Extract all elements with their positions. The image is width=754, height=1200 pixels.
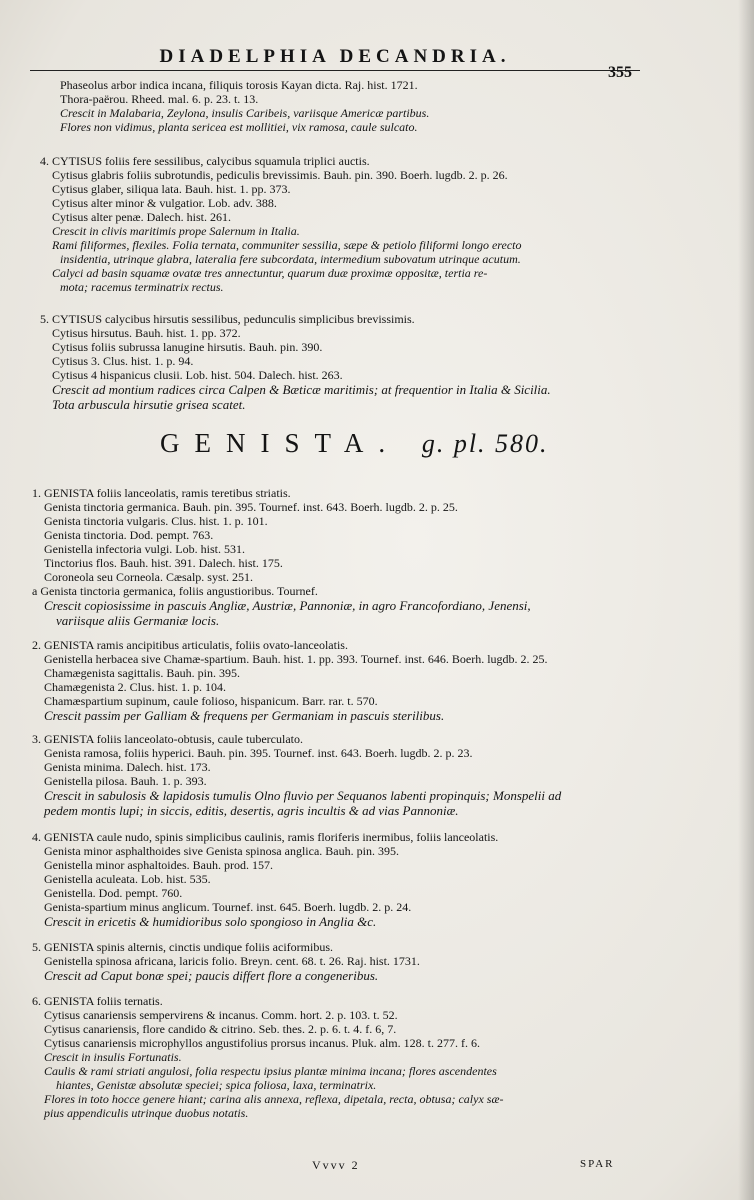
text-line: a Genista tinctoria germanica, foliis angustioribus. Tournef. — [32, 584, 318, 598]
genus-name: GENISTA. — [160, 428, 401, 458]
text-line: Tinctorius flos. Bauh. hist. 391. Dalech. hist. 175. — [44, 556, 283, 570]
text-line: Phaseolus arbor indica incana, filiquis torosis Kayan dicta. Raj. hist. 1721. — [60, 78, 418, 92]
text-line: Crescit in clivis maritimis prope Salernum in Italia. — [52, 224, 300, 238]
text-line: Genista tinctoria. Dod. pempt. 763. — [44, 528, 214, 542]
text-line: 3. GENISTA foliis lanceolato-obtusis, caule tuberculato. — [32, 732, 303, 746]
text-line: Crescit ad montium radices circa Calpen & Bæticæ maritimis; at frequentior in Italia & Sicilia. — [52, 382, 551, 397]
text-line: Crescit in sabulosis & lapidosis tumulis Olno fluvio per Sequanos labenti propinquis; Monspelii ad — [44, 788, 562, 803]
text-line: Chamægenista 2. Clus. hist. 1. p. 104. — [44, 680, 227, 694]
catchword: SPAR — [580, 1158, 615, 1170]
text-line: 5. GENISTA spinis alternis, cinctis undique foliis aciformibus. — [32, 940, 334, 954]
text-line: Cytisus glaber, siliqua lata. Bauh. hist. 1. pp. 373. — [52, 182, 291, 196]
text-line: variisque aliis Germaniæ locis. — [56, 613, 220, 628]
text-line: Cytisus canariensis microphyllos angustifolius prorsus incanus. Pluk. alm. 128. t. 277. f. 6. — [44, 1036, 480, 1050]
text-line: Calyci ad basin squamæ ovatæ tres annectuntur, quarum duæ proximæ oppositæ, tertia re- — [52, 266, 488, 280]
text-line: hiantes, Genistæ absolutæ speciei; spica foliosa, laxa, terminatrix. — [56, 1078, 377, 1092]
text-line: Flores non vidimus, planta sericea est mollitiei, vix ramosa, caule sulcato. — [60, 120, 418, 134]
text-line: Crescit passim per Galliam & frequens per Germaniam in pascuis sterilibus. — [44, 708, 445, 723]
text-line: insidentia, utrinque glabra, lateralia fere subcordata, intermedium subovatum utrinque acutum. — [60, 252, 521, 266]
text-line: Cytisus 4 hispanicus clusii. Lob. hist. 504. Dalech. hist. 263. — [52, 368, 343, 382]
text-line: Genistella herbacea sive Chamæ-spartium. Bauh. hist. 1. pp. 393. Tournef. inst. 646. Boerh. lugdb. 2. 25. — [44, 652, 548, 666]
text-line: Genistella. Dod. pempt. 760. — [44, 886, 183, 900]
text-line: Genista minor asphalthoides sive Genista spinosa anglica. Bauh. pin. 395. — [44, 844, 399, 858]
text-line: pedem montis lupi; in siccis, editis, desertis, agris incultis & ad vias Pannoniæ. — [44, 803, 459, 818]
text-line: 4. CYTISUS foliis fere sessilibus, calycibus squamula triplici auctis. — [40, 154, 370, 168]
text-line: Genistella minor asphaltoides. Bauh. prod. 157. — [44, 858, 273, 872]
text-line: Thora-paërou. Rheed. mal. 6. p. 23. t. 13. — [60, 92, 259, 106]
genus-reference: g. pl. 580. — [421, 429, 549, 458]
text-line: mota; racemus terminatrix rectus. — [60, 280, 224, 294]
text-line: 5. CYTISUS calycibus hirsutis sessilibus, pedunculis simplicibus brevissimis. — [40, 312, 415, 326]
text-line: Rami filiformes, flexiles. Folia ternata, communiter sessilia, sæpe & petiolo filiformi longo erecto — [52, 238, 522, 252]
text-line: Crescit in insulis Fortunatis. — [44, 1050, 182, 1064]
text-line: Genista minima. Dalech. hist. 173. — [44, 760, 211, 774]
text-line: Coroneola seu Corneola. Cæsalp. syst. 251. — [44, 570, 253, 584]
text-line: Crescit in Malabaria, Zeylona, insulis Caribeis, variisque Americæ partibus. — [60, 106, 430, 120]
text-line: Crescit in ericetis & humidioribus solo spongioso in Anglia &c. — [44, 914, 377, 929]
text-line: Genista tinctoria germanica. Bauh. pin. 395. Tournef. inst. 643. Boerh. lugdb. 2. p. 25. — [44, 500, 458, 514]
text-line: Genistella spinosa africana, laricis folio. Breyn. cent. 68. t. 26. Raj. hist. 1731. — [44, 954, 420, 968]
text-line: Crescit copiosissime in pascuis Angliæ, Austriæ, Pannoniæ, in agro Francofordiano, Jenensi, — [44, 598, 531, 613]
text-line: Genistella aculeata. Lob. hist. 535. — [44, 872, 211, 886]
text-line: Genista tinctoria vulgaris. Clus. hist. 1. p. 101. — [44, 514, 268, 528]
text-line: Caulis & rami striati angulosi, folia respectu ipsius plantæ minima incana; flores ascendentes — [44, 1064, 497, 1078]
genus-heading — [160, 428, 549, 459]
text-line: 4. GENISTA caule nudo, spinis simplicibus caulinis, ramis floriferis inermibus, foliis lanceolatis. — [32, 830, 499, 844]
text-line: Cytisus alter penæ. Dalech. hist. 261. — [52, 210, 231, 224]
text-line: Cytisus glabris foliis subrotundis, pediculis brevissimis. Bauh. pin. 390. Boerh. lugdb. 2. p. 26. — [52, 168, 508, 182]
text-line: Cytisus canariensis, flore candido & citrino. Seb. thes. 2. p. 6. t. 4. f. 6, 7. — [44, 1022, 397, 1036]
text-line: Cytisus 3. Clus. hist. 1. p. 94. — [52, 354, 194, 368]
text-line: Genista ramosa, foliis hyperici. Bauh. pin. 395. Tournef. inst. 643. Boerh. lugdb. 2. p. 23. — [44, 746, 473, 760]
text-line: Genista-spartium minus anglicum. Tournef. inst. 645. Boerh. lugdb. 2. p. 24. — [44, 900, 412, 914]
page-edge-shadow — [738, 0, 754, 1200]
text-line: Genistella pilosa. Bauh. 1. p. 393. — [44, 774, 207, 788]
header-title: DIADELPHIA DECANDRIA. — [159, 46, 511, 67]
text-line: 2. GENISTA ramis ancipitibus articulatis, foliis ovato-lanceolatis. — [32, 638, 348, 652]
text-line: Cytisus canariensis sempervirens & incanus. Comm. hort. 2. p. 103. t. 52. — [44, 1008, 398, 1022]
text-line: Cytisus alter minor & vulgatior. Lob. adv. 388. — [52, 196, 277, 210]
signature-mark: Vvvv 2 — [312, 1158, 360, 1172]
text-line: Flores in toto hocce genere hiant; carina alis annexa, reflexa, dipetala, recta, obtusa; calyx sæ- — [44, 1092, 504, 1106]
text-line: Chamæspartium supinum, caule folioso, hispanicum. Barr. rar. t. 570. — [44, 694, 378, 708]
text-line: Crescit ad Caput bonæ spei; paucis differt flore a congeneribus. — [44, 968, 379, 983]
text-line: Tota arbuscula hirsutie grisea scatet. — [52, 397, 246, 412]
text-line: Chamægenista sagittalis. Bauh. pin. 395. — [44, 666, 240, 680]
text-line: 1. GENISTA foliis lanceolatis, ramis teretibus striatis. — [32, 486, 291, 500]
text-line: Genistella infectoria vulgi. Lob. hist. 531. — [44, 542, 245, 556]
page-number: 355 — [608, 64, 632, 81]
text-line: Cytisus hirsutus. Bauh. hist. 1. pp. 372. — [52, 326, 241, 340]
text-line: 6. GENISTA foliis ternatis. — [32, 994, 163, 1008]
text-line: pius appendiculis utrinque duobus notatis. — [44, 1106, 249, 1120]
running-header — [30, 46, 640, 71]
text-line: Cytisus foliis subrussa lanugine hirsutis. Bauh. pin. 390. — [52, 340, 323, 354]
